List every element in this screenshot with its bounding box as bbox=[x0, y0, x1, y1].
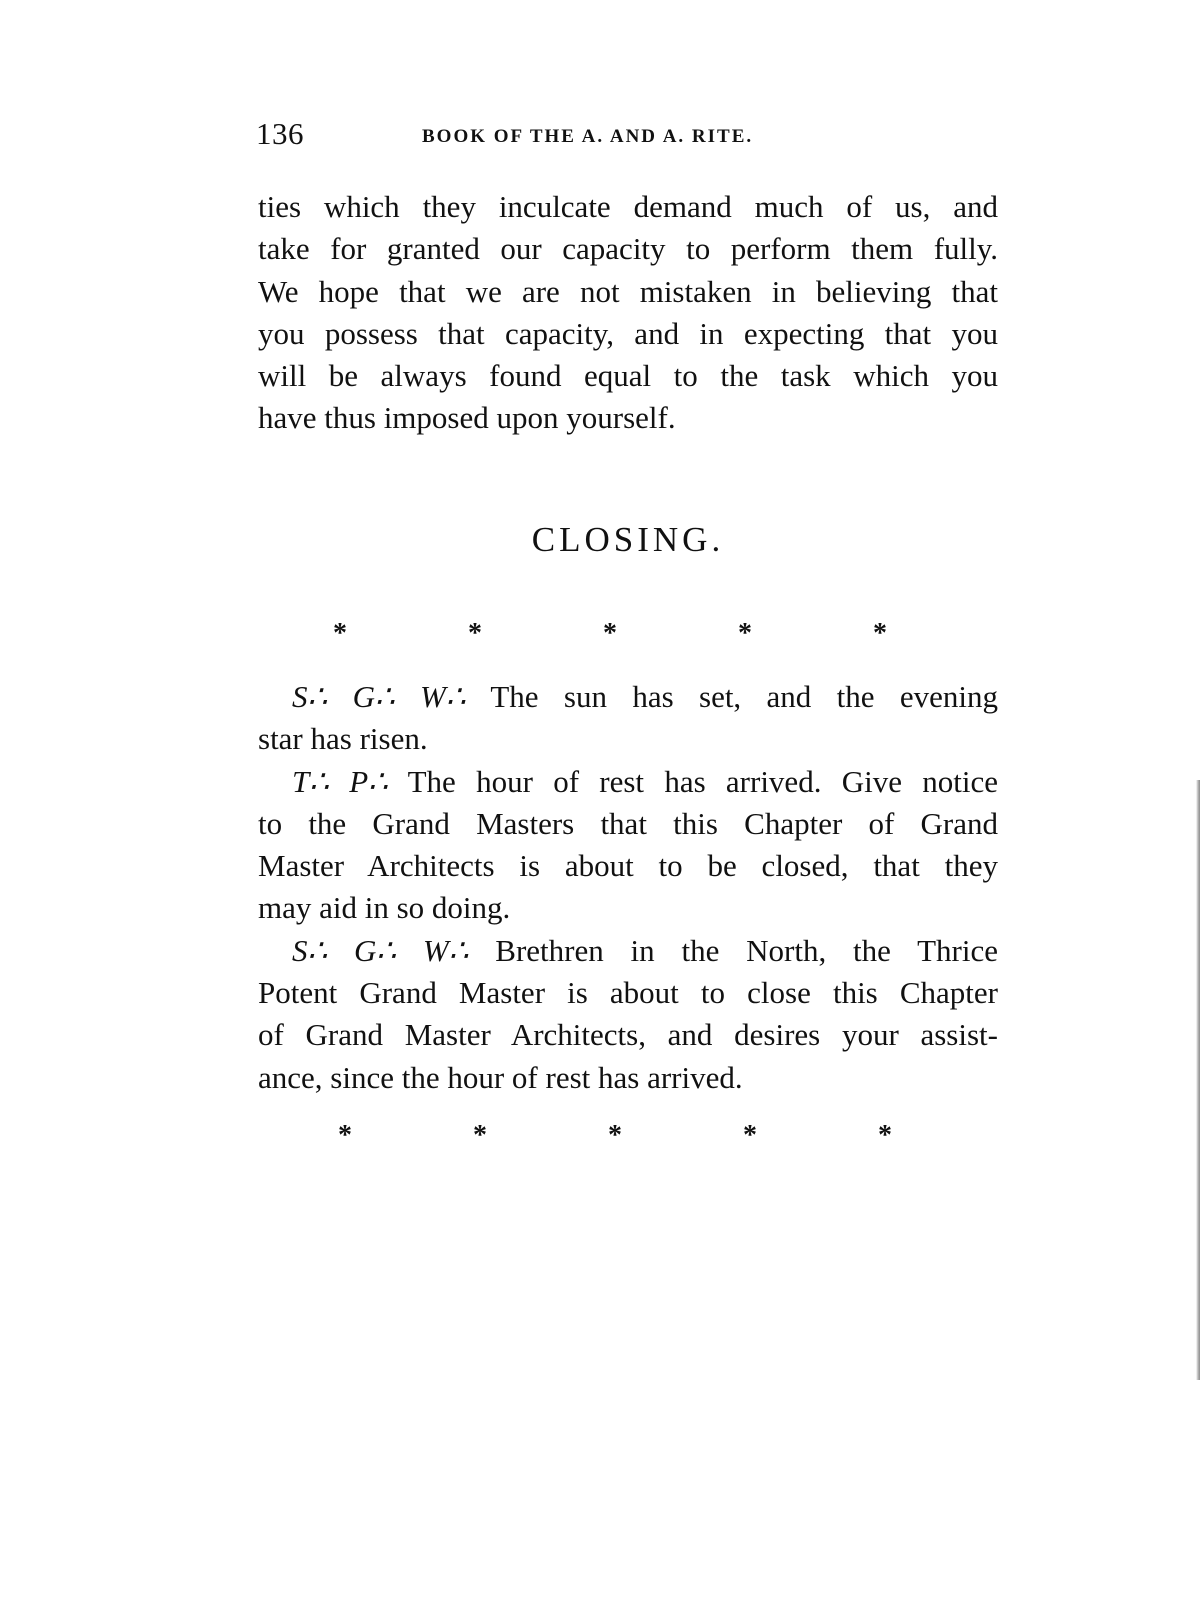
speech-text: The sun has set, and the evening bbox=[490, 679, 998, 714]
speaker-label: S∴ G∴ W∴ bbox=[292, 932, 469, 968]
asterisk: * bbox=[338, 1120, 352, 1151]
speech-line: ance, since the hour of rest has arrived. bbox=[258, 1059, 743, 1095]
text-line: ties which they inculcate demand much of us, and bbox=[258, 189, 998, 224]
section-heading: CLOSING. bbox=[531, 520, 725, 559]
running-head: BOOK OF THE A. AND A. RITE. bbox=[422, 126, 754, 147]
asterisk: * bbox=[473, 1120, 487, 1151]
speech-text: Brethren in the North, the Thrice bbox=[495, 932, 999, 968]
asterisk: * bbox=[738, 618, 752, 649]
speaker-label: S∴ G∴ W∴ bbox=[292, 679, 466, 714]
paragraph-continued bbox=[258, 186, 998, 440]
asterisk: * bbox=[878, 1120, 892, 1151]
asterisk: * bbox=[743, 1120, 757, 1151]
asterisk: * bbox=[603, 618, 617, 649]
speech-line: may aid in so doing. bbox=[258, 890, 511, 926]
asterisk: * bbox=[608, 1120, 622, 1151]
text-line: have thus imposed upon yourself. bbox=[258, 400, 676, 436]
text-line: take for granted our capacity to perform them fully. bbox=[258, 231, 998, 267]
asterisk: * bbox=[333, 618, 347, 649]
speech-text: The hour of rest has arrived. Give notice bbox=[407, 763, 998, 799]
page-edge-shadow bbox=[1196, 780, 1200, 1380]
speech-line: Master Architects is about to be closed, that they bbox=[258, 848, 998, 884]
speech-first-line bbox=[258, 676, 998, 718]
speaker-label: T∴ P∴ bbox=[292, 763, 388, 799]
speech-line: to the Grand Masters that this Chapter of Grand bbox=[258, 805, 998, 841]
dialogue bbox=[258, 676, 998, 1099]
text-line: will be always found equal to the task which you bbox=[258, 358, 998, 394]
page-number: 136 bbox=[256, 116, 304, 151]
speech-line: Potent Grand Master is about to close this Chapter bbox=[258, 975, 998, 1011]
speech-line: of Grand Master Architects, and desires your assist- bbox=[258, 1017, 998, 1053]
asterisk: * bbox=[873, 618, 887, 649]
speech-first-line bbox=[258, 761, 998, 803]
speech-first-line bbox=[258, 930, 998, 972]
asterisk: * bbox=[468, 618, 482, 649]
speech-line: star has risen. bbox=[258, 721, 428, 757]
text-line: you possess that capacity, and in expecting that you bbox=[258, 315, 998, 351]
asterism-divider-top bbox=[330, 618, 910, 648]
page-header bbox=[256, 116, 996, 156]
text-line: We hope that we are not mistaken in believing that bbox=[258, 273, 998, 309]
asterism-divider-bottom bbox=[330, 1120, 910, 1150]
